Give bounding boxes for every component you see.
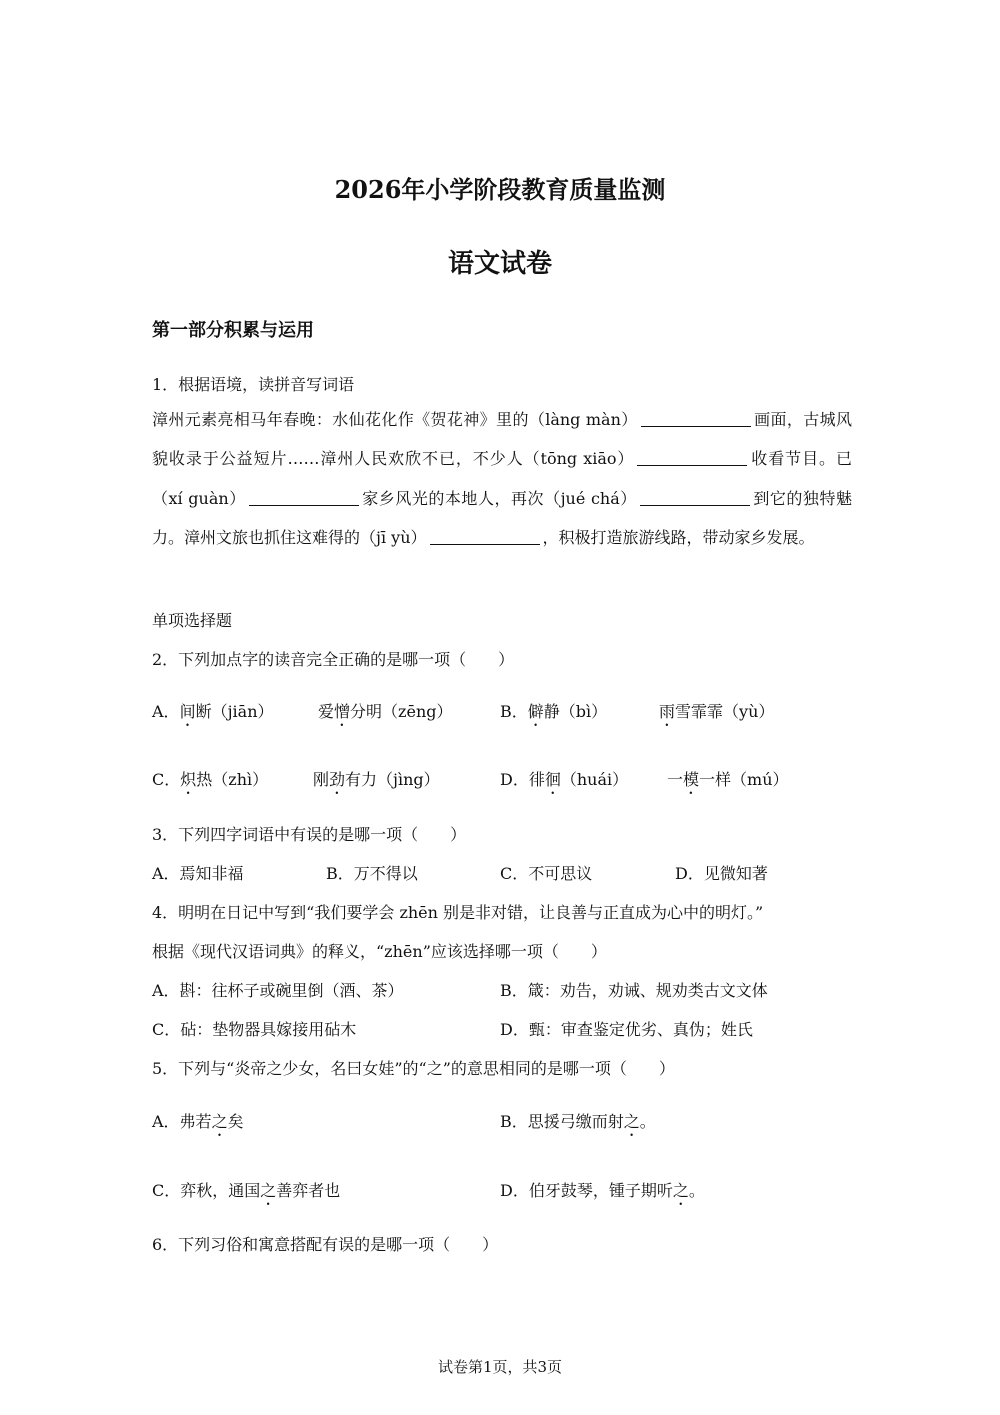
q3-option-d[interactable]: D．见微知著: [675, 864, 768, 883]
pinyin: （bì）: [559, 702, 608, 721]
q2-option-d[interactable]: D．徘徊（huái）: [500, 770, 629, 789]
exam-title: 2026年小学阶段教育质量监测: [334, 175, 666, 204]
q4-stem-line1: 4．明明在日记中写到“我们要学会 zhēn 别是非对错，让良善与正直成为心中的明灯。”: [152, 903, 764, 922]
q4-stem-line2: 根据《现代汉语词典》的释义，“zhēn”应该选择哪一项（ ）: [152, 942, 607, 961]
mc-heading: 单项选择题: [152, 611, 233, 630]
answer-blank[interactable]: [640, 489, 750, 506]
answer-blank[interactable]: [637, 449, 747, 466]
q1-text-3: 收看节目。已（xí guàn）: [152, 449, 852, 508]
option-label: B．: [500, 702, 528, 721]
q3-option-b[interactable]: B．万不得以: [326, 864, 418, 883]
pinyin: （zēng）: [382, 702, 453, 721]
dotted-char: 徊: [544, 770, 561, 789]
section-heading: 第一部分积累与运用: [152, 320, 314, 341]
pinyin: （zhì）: [212, 770, 269, 789]
q2-option-d-word2: 一模一样（mú）: [667, 770, 789, 789]
q2-option-b-word2: 雨雪霏霏（yù）: [659, 702, 775, 721]
pinyin: （yù）: [723, 702, 775, 721]
pinyin: （huái）: [560, 770, 629, 789]
q2-option-a[interactable]: A．间断（jiān）: [152, 702, 274, 721]
pinyin: （mú）: [731, 770, 789, 789]
dotted-char: 之: [260, 1181, 277, 1200]
q2-option-c[interactable]: C．炽热（zhì）: [152, 770, 269, 789]
option-label: C．: [152, 770, 181, 789]
answer-blank[interactable]: [430, 528, 540, 545]
option-label: D．: [500, 770, 529, 789]
q3-stem: 3．下列四字词语中有误的是哪一项（ ）: [152, 825, 467, 844]
dotted-char: 劲: [329, 770, 346, 789]
q5-option-d[interactable]: D．伯牙鼓琴，锺子期听之。: [500, 1181, 705, 1200]
dotted-char: 间: [179, 702, 196, 721]
exam-subtitle: 语文试卷: [447, 249, 552, 279]
q1-text-1: 漳州元素亮相马年春晚：水仙花化作《贺花神》里的（làng màn）: [152, 410, 638, 429]
q1-text-5: 到它的独特魅力。漳州文旅也抓住这难得的（jī yù）: [152, 488, 852, 548]
q4-option-b[interactable]: B．箴：劝告，劝诫、规劝类古文文体: [500, 981, 768, 1000]
q2-option-b[interactable]: B．僻静（bì）: [500, 702, 608, 721]
dotted-char: 僻: [527, 702, 544, 721]
dotted-char: 雨: [659, 702, 676, 721]
q1-text-2: 画面，古城风貌收录于公益短片……漳州人民欢欣不已，不少人（tōng xiāo）: [152, 410, 852, 469]
dotted-char: 之: [672, 1181, 689, 1200]
q2-option-a-word2: 爱憎分明（zēng）: [318, 702, 453, 721]
q4-option-c[interactable]: C．砧：垫物器具嫁接用砧木: [152, 1020, 357, 1039]
dotted-char: 憎: [334, 702, 351, 721]
q5-option-b[interactable]: B．思援弓缴而射之。: [500, 1112, 656, 1131]
q2-stem: 2．下列加点字的读音完全正确的是哪一项（ ）: [152, 650, 515, 669]
q1-text-6: ，积极打造旅游线路，带动家乡发展。: [542, 528, 815, 548]
pinyin: （jiān）: [211, 702, 274, 721]
q5-option-c[interactable]: C．弈秋，通国之善弈者也: [152, 1181, 341, 1200]
q1-passage: [152, 400, 852, 558]
answer-blank[interactable]: [641, 410, 751, 427]
answer-blank[interactable]: [249, 489, 359, 506]
dotted-char: 炽: [180, 770, 197, 789]
dotted-char: 之: [211, 1112, 228, 1131]
q2-option-c-word2: 刚劲有力（jìng）: [313, 770, 440, 789]
dotted-char: 模: [683, 770, 700, 789]
q4-option-a[interactable]: A．斟：往杯子或碗里倒（酒、茶）: [152, 981, 404, 1000]
q3-option-a[interactable]: A．焉知非福: [152, 864, 244, 883]
option-label: A．: [152, 702, 180, 721]
q5-stem: 5．下列与“炎帝之少女，名曰女娃”的“之”的意思相同的是哪一项（ ）: [152, 1059, 675, 1078]
dotted-char: 之: [623, 1112, 640, 1131]
q3-option-c[interactable]: C．不可思议: [500, 864, 593, 883]
pinyin: （jìng）: [377, 770, 440, 789]
q4-option-d[interactable]: D．甄：审查鉴定优劣、真伪；姓氏: [500, 1020, 753, 1039]
page-footer: 试卷第1页，共3页: [437, 1358, 563, 1376]
q1-text-4: 家乡风光的本地人，再次（jué chá）: [361, 488, 637, 508]
q5-option-a[interactable]: A．弗若之矣: [152, 1112, 244, 1131]
q6-stem: 6．下列习俗和寓意搭配有误的是哪一项（ ）: [152, 1235, 499, 1254]
q1-stem: 1．根据语境，读拼音写词语: [152, 375, 355, 394]
